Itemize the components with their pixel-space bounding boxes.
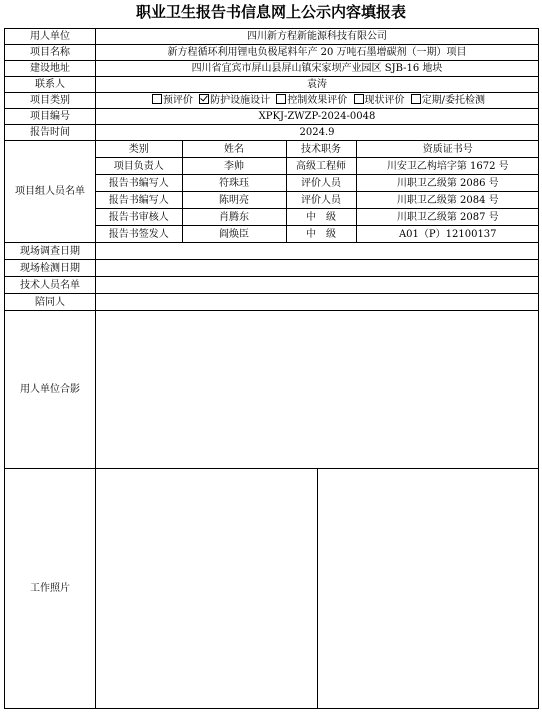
accompany-label: 陪同人: [5, 294, 96, 311]
work-photos-split: [96, 469, 538, 708]
row-test-date: [5, 260, 539, 277]
option-protection-design-label: 防护设施设计: [210, 95, 271, 106]
row-project-no: [5, 109, 539, 125]
row-certificate: 川职卫乙级第 2084 号: [356, 192, 539, 209]
row-category: 项目负责人: [96, 158, 182, 175]
row-report-time: [5, 125, 539, 141]
team-label: 项目组人员名单: [5, 141, 96, 243]
row-contact: [5, 77, 539, 93]
header-name: 姓名: [182, 141, 286, 158]
row-survey-date: [5, 243, 539, 260]
employer-label: 用人单位: [5, 29, 96, 45]
contact-value: 袁涛: [96, 77, 539, 93]
row-category: 报告书编写人: [96, 192, 182, 209]
row-tech-staff: [5, 277, 539, 294]
row-accompany: [5, 294, 539, 311]
row-certificate: 川职卫乙级第 2086 号: [356, 175, 539, 192]
employer-value: 四川新方程新能源科技有限公司: [96, 29, 539, 45]
row-category: 报告书签发人: [96, 226, 182, 243]
checkbox-protection-design[interactable]: [199, 94, 209, 104]
row-title: 中 级: [286, 209, 356, 226]
report-time-value: 2024.9: [96, 125, 539, 141]
work-photo-slot-left: [96, 469, 318, 708]
row-category: 报告书编写人: [96, 175, 182, 192]
row-title: 中 级: [286, 226, 356, 243]
row-name: 陈明亮: [182, 192, 286, 209]
test-date-label: 现场检测日期: [5, 260, 96, 277]
row-category: [5, 93, 539, 109]
survey-date-label: 现场调查日期: [5, 243, 96, 260]
category-label: 项目类别: [5, 93, 96, 109]
row-employer-photo: [5, 311, 539, 469]
option-pre-evaluation-label: 预评价: [162, 95, 193, 106]
header-category: 类别: [96, 141, 182, 158]
row-name: 李帅: [182, 158, 286, 175]
table-row: [96, 209, 539, 226]
row-team: [5, 141, 539, 243]
option-control-effect-label: 控制效果评价: [287, 95, 348, 106]
row-category: 报告书审核人: [96, 209, 182, 226]
row-work-photos: [5, 469, 539, 709]
row-certificate: 川职卫乙级第 2087 号: [356, 209, 539, 226]
address-label: 建设地址: [5, 61, 96, 77]
survey-date-value: [96, 243, 539, 260]
checkbox-control-effect[interactable]: [276, 94, 286, 104]
row-certificate: A01（P）12100137: [356, 226, 539, 243]
address-value: 四川省宜宾市屏山县屏山镇宋家坝产业园区 SJB-16 地块: [96, 61, 539, 77]
row-name: 肖腾东: [182, 209, 286, 226]
row-certificate: 川安卫乙构培字第 1672 号: [356, 158, 539, 175]
option-periodic-testing-label: 定期/委托检测: [421, 95, 486, 106]
row-employer: [5, 29, 539, 45]
work-photos-label: 工作照片: [5, 469, 96, 709]
row-name: 符珠珏: [182, 175, 286, 192]
table-row: [96, 226, 539, 243]
project-name-label: 项目名称: [5, 45, 96, 61]
test-date-value: [96, 260, 539, 277]
team-table: [96, 141, 539, 242]
project-no-label: 项目编号: [5, 109, 96, 125]
accompany-value: [96, 294, 539, 311]
row-project-name: [5, 45, 539, 61]
row-name: 阎焕臣: [182, 226, 286, 243]
team-table-cell: [96, 141, 539, 243]
row-title: 高级工程师: [286, 158, 356, 175]
project-name-value: 新方程循环利用锂电负极尾料年产 20 万吨石墨增碳剂（一期）项目: [96, 45, 539, 61]
row-title: 评价人员: [286, 175, 356, 192]
table-row: [96, 192, 539, 209]
tech-staff-label: 技术人员名单: [5, 277, 96, 294]
tech-staff-value: [96, 277, 539, 294]
work-photos-area: [96, 469, 539, 709]
row-address: [5, 61, 539, 77]
table-row: [96, 175, 539, 192]
form-title: 职业卫生报告书信息网上公示内容填报表: [135, 3, 406, 21]
checkbox-periodic-testing[interactable]: [411, 94, 421, 104]
employer-photo-area: [96, 311, 539, 469]
checkbox-status-evaluation[interactable]: [354, 94, 364, 104]
project-no-value: XPKJ-ZWZP-2024-0048: [96, 109, 539, 125]
table-row: [96, 158, 539, 175]
team-table-header: [96, 141, 539, 158]
employer-photo-label: 用人单位合影: [5, 311, 96, 469]
contact-label: 联系人: [5, 77, 96, 93]
work-photo-slot-right: [318, 469, 539, 708]
row-title: 评价人员: [286, 192, 356, 209]
category-options: [96, 93, 539, 109]
header-title: 技术职务: [286, 141, 356, 158]
option-status-evaluation-label: 现状评价: [364, 95, 405, 106]
disclosure-form-table: [4, 28, 539, 709]
header-certificate: 资质证书号: [356, 141, 539, 158]
checkbox-pre-evaluation[interactable]: [152, 94, 162, 104]
report-time-label: 报告时间: [5, 125, 96, 141]
